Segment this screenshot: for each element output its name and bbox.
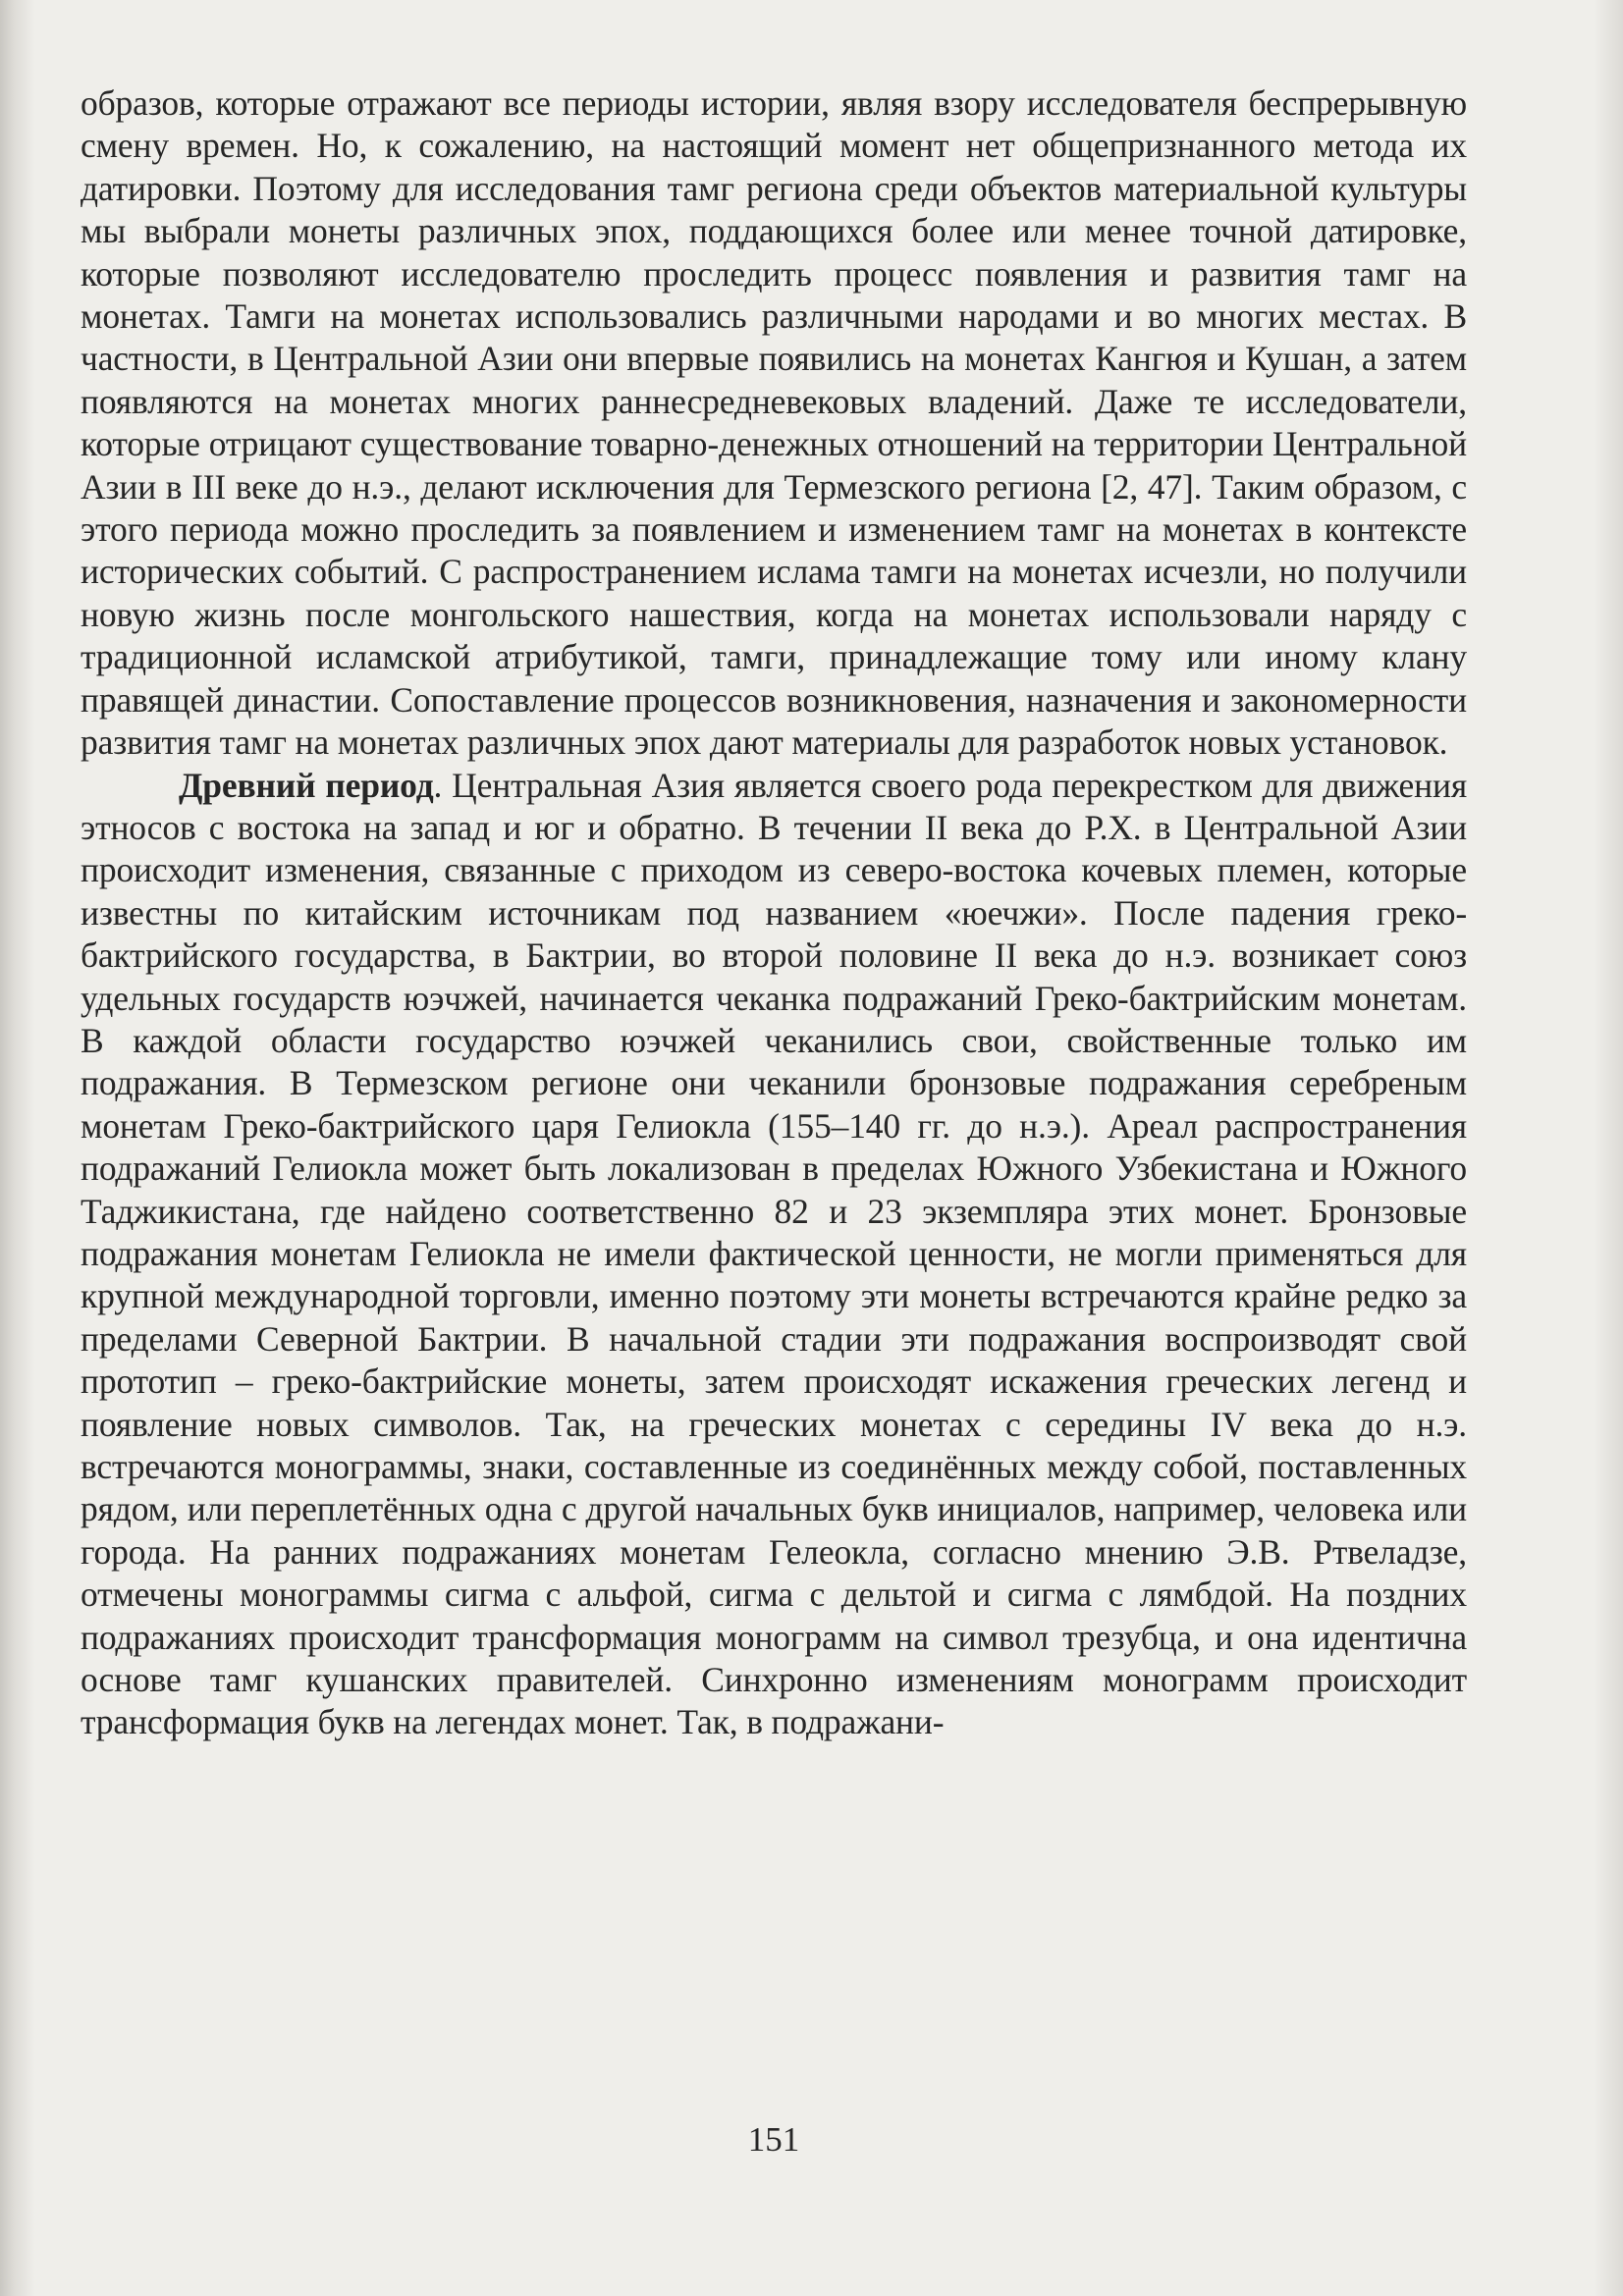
page-number: 151 <box>747 2120 800 2159</box>
page-left-edge-shadow <box>0 0 35 2296</box>
page-right-edge-shadow <box>1594 0 1623 2296</box>
section-heading-ancient-period: Древний период <box>179 765 434 805</box>
body-text <box>81 82 1467 1744</box>
paragraph-1 <box>81 82 1467 765</box>
paragraph-2-text: . Центральная Азия является своего рода перекрестком для движения этносов с востока на запад и юг и обратно. В течении II века до Р.Х. в Центральной Азии происходит изменения, связанные с приходом из северо-востока кочевых племен, которые известны по китайским источникам под названием «юечжи». После падения греко-бактрийского государства, в Бактрии, во второй половине II века до н.э. возникает союз удельных государств юэчжей, начинается чеканка подражаний Греко-бактрийским монетам. В каждой области государство юэчжей чеканились свои, свойственные только им подражания. В Термезском регионе они чеканили бронзовые подражания серебреным монетам Греко-бактрийского царя Гелиокла (155–140 гг. до н.э.). Ареал распространения подражаний Гелиокла может быть локализован в пределах Южного Узбекистана и Южного Таджикистана, где найдено соответственно 82 и 23 экземпляра этих монет. Бронзовые подражания монетам Гелиокла не имели фактической ценности, не могли применяться для крупной международной торговли, именно поэтому эти монеты встречаются крайне редко за пределами Северной Бактрии. В начальной стадии эти подражания воспроизводят свой прототип – греко-бактрийские монеты, затем происходят искажения греческих легенд и появление новых символов. Так, на греческих монетах с середины IV века до н.э. встречаются монограммы, знаки, составленные из соединённых между собой, поставленных рядом, или переплетённых одна с другой начальных букв инициалов, например, человека или города. На ранних подражаниях монетам Гелеокла, согласно мнению Э.В. Ртвеладзе, отмечены монограммы сигма с альфой, сигма с дельтой и сигма с лямбдой. На поздних подражаниях происходит трансформация монограмм на символ трезубца, и она идентична основе тамг кушанских правителей. Синхронно изменениям монограмм происходит трансформация букв на легендах монет. Так, в подражани- <box>81 765 1468 1742</box>
document-page <box>81 82 1467 2281</box>
paragraph-2 <box>81 765 1467 1744</box>
paragraph-1-text: образов, которые отражают все периоды истории, являя взору исследователя беспрерывную смену времен. Но, к сожалению, на настоящий момент нет общепризнанного метода их датировки. Поэтому для исследования тамг региона среди объектов материальной культуры мы выбрали монеты различных эпох, поддающихся более или менее точной датировке, которые позволяют исследователю проследить процесс появления и развития тамг на монетах. Тамги на монетах использовались различными народами и во многих местах. В частности, в Центральной Азии они впервые появились на монетах Кангюя и Кушан, а затем появляются на монетах многих раннесредневековых владений. Даже те исследователи, которые отрицают существование товарно-денежных отношений на территории Центральной Азии в III веке до н.э., делают исключения для Термезского региона [2, 47]. Таким образом, с этого периода можно проследить за появлением и изменением тамг на монетах в контексте исторических событий. С распространением ислама тамги на монетах исчезли, но получили новую жизнь после монгольского нашествия, когда на монетах использовали наряду с традиционной исламской атрибутикой, тамги, принадлежащие тому или иному клану правящей династии. Сопоставление процессов возникновения, назначения и закономерности развития тамг на монетах различных эпох дают материалы для разработок новых установок. <box>81 83 1467 763</box>
